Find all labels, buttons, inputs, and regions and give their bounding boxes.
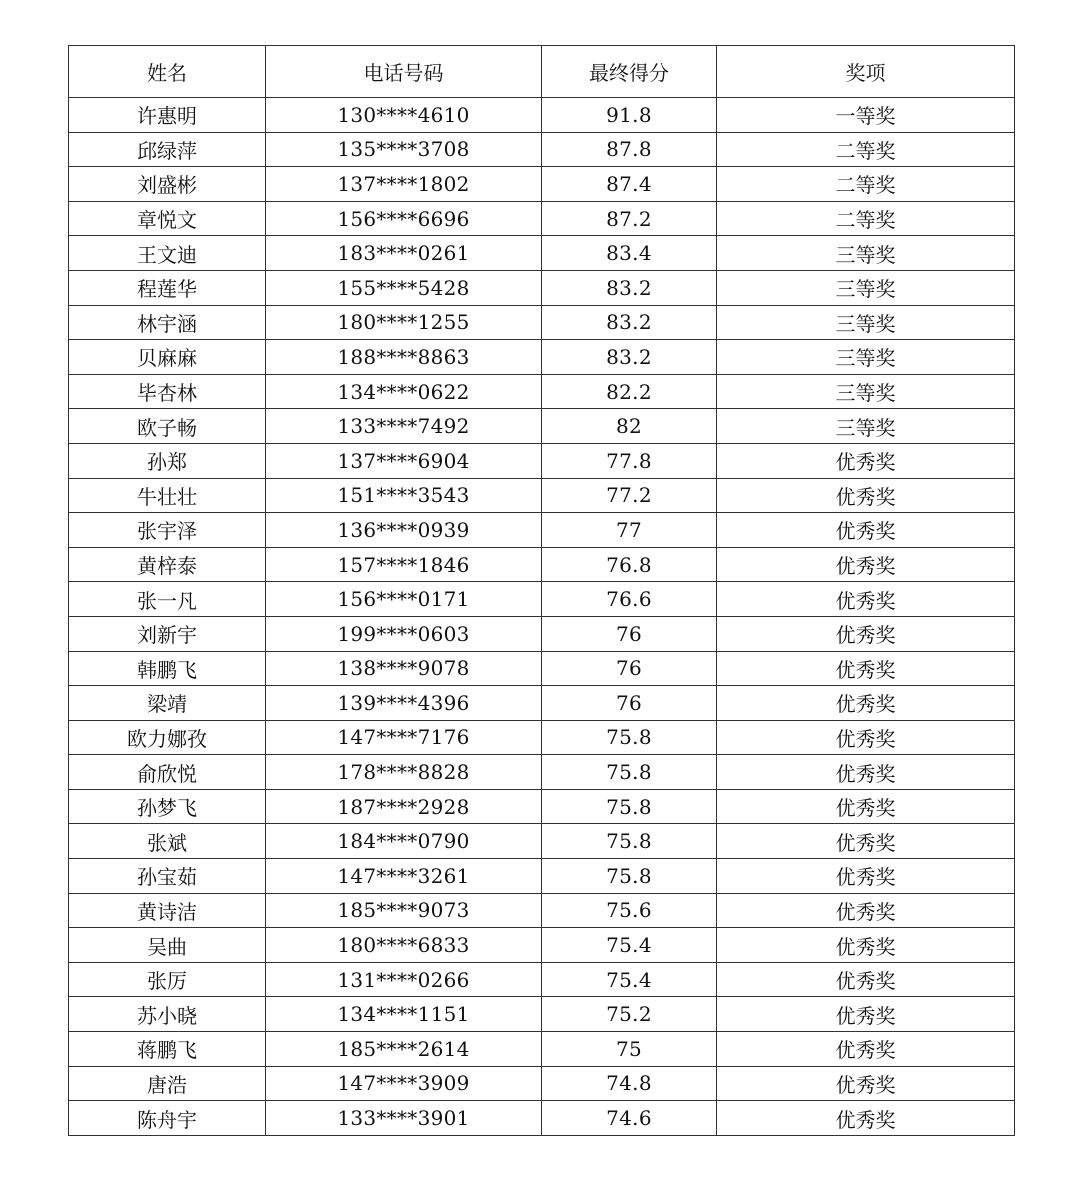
- cell-score: 77.2: [542, 478, 717, 513]
- cell-name: 陈舟宇: [69, 1101, 266, 1136]
- cell-phone: 136****0939: [266, 513, 542, 548]
- cell-award: 优秀奖: [717, 478, 1015, 513]
- cell-award: 优秀奖: [717, 651, 1015, 686]
- cell-award: 优秀奖: [717, 824, 1015, 859]
- cell-award: 三等奖: [717, 270, 1015, 305]
- cell-name: 欧子畅: [69, 409, 266, 444]
- table-row: [69, 340, 1015, 375]
- cell-award: 优秀奖: [717, 928, 1015, 963]
- cell-name: 章悦文: [69, 201, 266, 236]
- table-row: [69, 443, 1015, 478]
- cell-name: 孙郑: [69, 443, 266, 478]
- cell-name: 王文迪: [69, 236, 266, 271]
- table-row: [69, 789, 1015, 824]
- table-row: [69, 201, 1015, 236]
- cell-award: 三等奖: [717, 340, 1015, 375]
- table-row: [69, 962, 1015, 997]
- cell-score: 75.8: [542, 755, 717, 790]
- cell-phone: 134****0622: [266, 374, 542, 409]
- cell-phone: 180****6833: [266, 928, 542, 963]
- cell-award: 三等奖: [717, 305, 1015, 340]
- table-row: [69, 409, 1015, 444]
- table-row: [69, 859, 1015, 894]
- cell-name: 张厉: [69, 962, 266, 997]
- header-award: 奖项: [717, 46, 1015, 98]
- cell-score: 75.4: [542, 928, 717, 963]
- cell-phone: 130****4610: [266, 98, 542, 133]
- table-row: [69, 374, 1015, 409]
- table-row: [69, 1032, 1015, 1067]
- table-row: [69, 755, 1015, 790]
- cell-score: 87.8: [542, 132, 717, 167]
- cell-score: 83.2: [542, 340, 717, 375]
- cell-phone: 156****6696: [266, 201, 542, 236]
- cell-score: 74.8: [542, 1066, 717, 1101]
- cell-award: 优秀奖: [717, 962, 1015, 997]
- table-row: [69, 547, 1015, 582]
- cell-score: 75.8: [542, 824, 717, 859]
- cell-score: 75.8: [542, 720, 717, 755]
- cell-phone: 183****0261: [266, 236, 542, 271]
- table-row: [69, 167, 1015, 202]
- cell-award: 优秀奖: [717, 893, 1015, 928]
- table-body: [69, 98, 1015, 1136]
- table-row: [69, 132, 1015, 167]
- cell-score: 76: [542, 616, 717, 651]
- cell-score: 82: [542, 409, 717, 444]
- table-row: [69, 98, 1015, 133]
- cell-award: 优秀奖: [717, 582, 1015, 617]
- cell-score: 87.4: [542, 167, 717, 202]
- table-row: [69, 893, 1015, 928]
- cell-award: 优秀奖: [717, 443, 1015, 478]
- cell-name: 孙梦飞: [69, 789, 266, 824]
- cell-name: 毕杏林: [69, 374, 266, 409]
- table-row: [69, 686, 1015, 721]
- cell-name: 韩鹏飞: [69, 651, 266, 686]
- cell-award: 三等奖: [717, 374, 1015, 409]
- cell-score: 76.6: [542, 582, 717, 617]
- cell-score: 75.2: [542, 997, 717, 1032]
- cell-name: 俞欣悦: [69, 755, 266, 790]
- cell-award: 优秀奖: [717, 859, 1015, 894]
- table-row: [69, 270, 1015, 305]
- table-row: [69, 305, 1015, 340]
- cell-phone: 138****9078: [266, 651, 542, 686]
- cell-score: 91.8: [542, 98, 717, 133]
- cell-phone: 178****8828: [266, 755, 542, 790]
- table-row: [69, 651, 1015, 686]
- table-row: [69, 1066, 1015, 1101]
- cell-phone: 134****1151: [266, 997, 542, 1032]
- cell-name: 林宇涵: [69, 305, 266, 340]
- cell-name: 张斌: [69, 824, 266, 859]
- cell-award: 优秀奖: [717, 755, 1015, 790]
- cell-award: 二等奖: [717, 167, 1015, 202]
- cell-name: 梁靖: [69, 686, 266, 721]
- cell-award: 优秀奖: [717, 616, 1015, 651]
- cell-name: 欧力娜孜: [69, 720, 266, 755]
- results-table-container: [68, 45, 1014, 1136]
- cell-award: 优秀奖: [717, 513, 1015, 548]
- cell-phone: 147****3909: [266, 1066, 542, 1101]
- table-row: [69, 616, 1015, 651]
- cell-score: 77: [542, 513, 717, 548]
- cell-score: 75.4: [542, 962, 717, 997]
- cell-phone: 199****0603: [266, 616, 542, 651]
- cell-phone: 131****0266: [266, 962, 542, 997]
- cell-score: 74.6: [542, 1101, 717, 1136]
- cell-phone: 157****1846: [266, 547, 542, 582]
- cell-name: 贝麻麻: [69, 340, 266, 375]
- cell-phone: 135****3708: [266, 132, 542, 167]
- table-row: [69, 928, 1015, 963]
- cell-score: 76: [542, 651, 717, 686]
- table-row: [69, 1101, 1015, 1136]
- cell-phone: 137****1802: [266, 167, 542, 202]
- header-name: 姓名: [69, 46, 266, 98]
- cell-name: 刘新宇: [69, 616, 266, 651]
- table-row: [69, 720, 1015, 755]
- cell-award: 优秀奖: [717, 720, 1015, 755]
- cell-phone: 185****9073: [266, 893, 542, 928]
- cell-name: 黄诗洁: [69, 893, 266, 928]
- cell-award: 优秀奖: [717, 1032, 1015, 1067]
- cell-name: 张宇泽: [69, 513, 266, 548]
- cell-phone: 147****3261: [266, 859, 542, 894]
- cell-name: 邱绿萍: [69, 132, 266, 167]
- results-table: [68, 45, 1015, 1136]
- table-row: [69, 582, 1015, 617]
- cell-award: 三等奖: [717, 236, 1015, 271]
- cell-name: 苏小晓: [69, 997, 266, 1032]
- cell-phone: 139****4396: [266, 686, 542, 721]
- cell-award: 三等奖: [717, 409, 1015, 444]
- cell-score: 83.4: [542, 236, 717, 271]
- cell-phone: 151****3543: [266, 478, 542, 513]
- cell-award: 优秀奖: [717, 686, 1015, 721]
- cell-phone: 156****0171: [266, 582, 542, 617]
- table-row: [69, 478, 1015, 513]
- cell-name: 牛壮壮: [69, 478, 266, 513]
- cell-name: 许惠明: [69, 98, 266, 133]
- cell-name: 吴曲: [69, 928, 266, 963]
- cell-score: 83.2: [542, 270, 717, 305]
- cell-award: 二等奖: [717, 201, 1015, 236]
- header-phone: 电话号码: [266, 46, 542, 98]
- table-header: [69, 46, 1015, 98]
- cell-score: 83.2: [542, 305, 717, 340]
- cell-phone: 133****7492: [266, 409, 542, 444]
- cell-score: 82.2: [542, 374, 717, 409]
- header-score: 最终得分: [542, 46, 717, 98]
- cell-phone: 188****8863: [266, 340, 542, 375]
- table-row: [69, 236, 1015, 271]
- cell-phone: 180****1255: [266, 305, 542, 340]
- cell-phone: 147****7176: [266, 720, 542, 755]
- cell-score: 77.8: [542, 443, 717, 478]
- table-row: [69, 824, 1015, 859]
- cell-score: 87.2: [542, 201, 717, 236]
- cell-name: 孙宝茹: [69, 859, 266, 894]
- cell-award: 优秀奖: [717, 789, 1015, 824]
- cell-score: 75.8: [542, 789, 717, 824]
- cell-score: 75.6: [542, 893, 717, 928]
- cell-name: 刘盛彬: [69, 167, 266, 202]
- cell-name: 黄梓泰: [69, 547, 266, 582]
- cell-phone: 184****0790: [266, 824, 542, 859]
- cell-score: 76.8: [542, 547, 717, 582]
- cell-score: 76: [542, 686, 717, 721]
- cell-phone: 133****3901: [266, 1101, 542, 1136]
- cell-award: 优秀奖: [717, 547, 1015, 582]
- cell-award: 一等奖: [717, 98, 1015, 133]
- cell-name: 蒋鹏飞: [69, 1032, 266, 1067]
- cell-name: 程莲华: [69, 270, 266, 305]
- table-row: [69, 997, 1015, 1032]
- cell-award: 二等奖: [717, 132, 1015, 167]
- cell-name: 唐浩: [69, 1066, 266, 1101]
- cell-award: 优秀奖: [717, 1066, 1015, 1101]
- cell-phone: 137****6904: [266, 443, 542, 478]
- cell-score: 75.8: [542, 859, 717, 894]
- cell-score: 75: [542, 1032, 717, 1067]
- cell-award: 优秀奖: [717, 1101, 1015, 1136]
- header-row: [69, 46, 1015, 98]
- cell-name: 张一凡: [69, 582, 266, 617]
- table-row: [69, 513, 1015, 548]
- cell-award: 优秀奖: [717, 997, 1015, 1032]
- cell-phone: 185****2614: [266, 1032, 542, 1067]
- cell-phone: 155****5428: [266, 270, 542, 305]
- cell-phone: 187****2928: [266, 789, 542, 824]
